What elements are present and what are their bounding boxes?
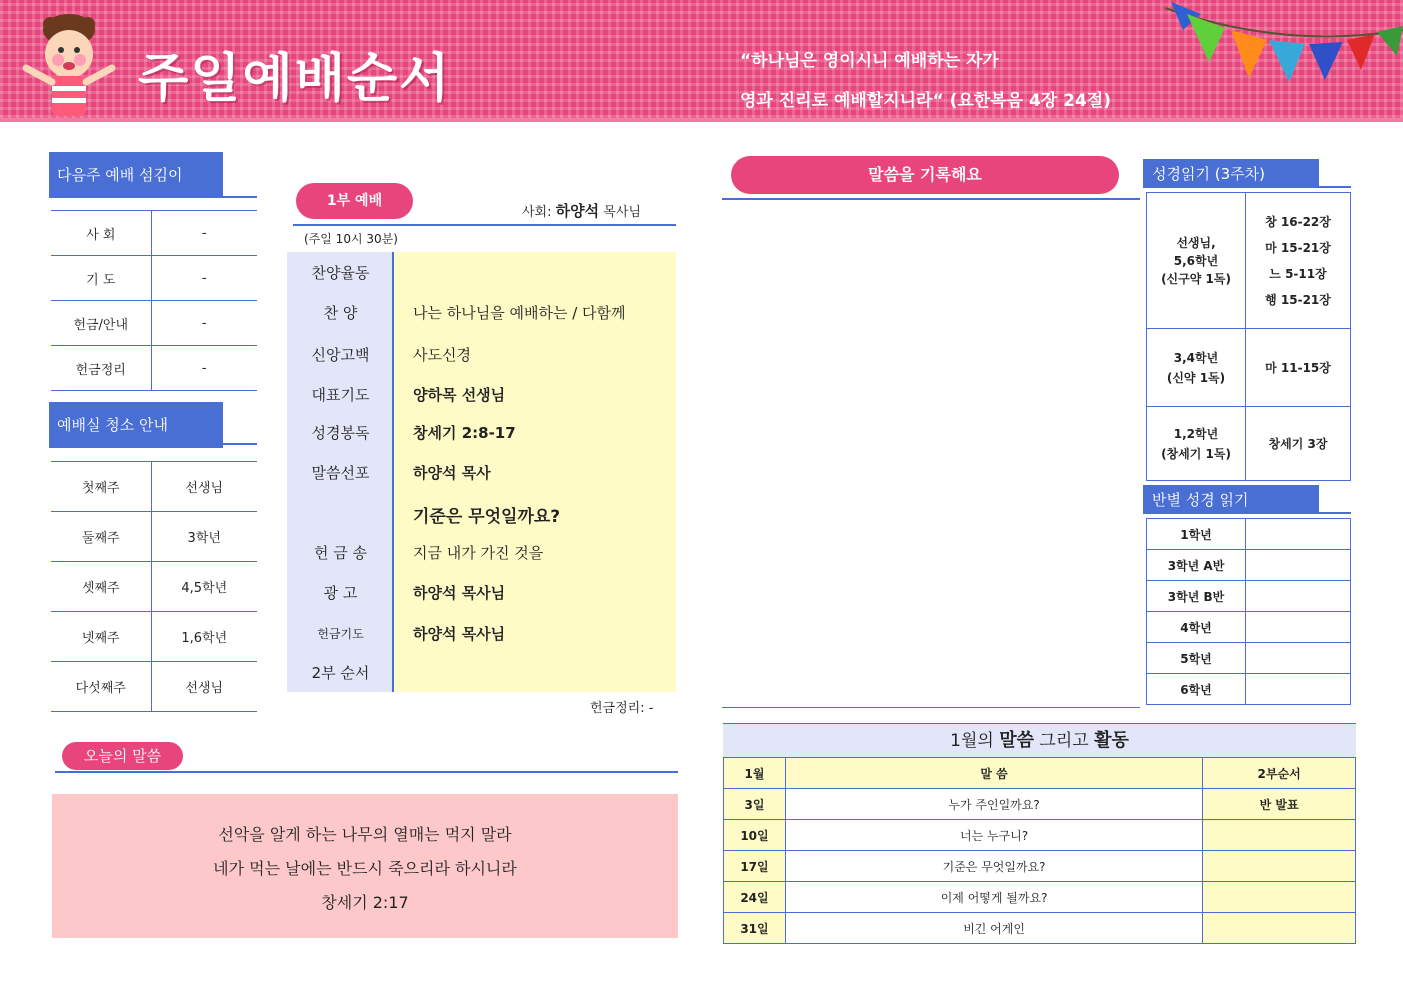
reader-group-line: (신구약 1독) [1161, 271, 1231, 286]
table-row [1147, 581, 1351, 612]
table-row [724, 882, 1356, 913]
name-cell: - [151, 301, 257, 346]
bunting-flags-icon [1165, 0, 1403, 96]
today-word-line-1: 선악을 알게 하는 나무의 열매는 먹지 말라 [218, 825, 512, 844]
class-name-cell: 1학년 [1147, 519, 1246, 550]
date-cell: 24일 [724, 882, 786, 913]
reading-range-cell: 창세기 3장 [1246, 407, 1351, 481]
monthly-table [723, 757, 1356, 944]
monthly-title-and: 그리고 [1039, 731, 1089, 751]
order-label: 신앙고백 [311, 346, 370, 364]
class-reading-cell [1246, 643, 1351, 674]
table-row [51, 612, 257, 662]
date-cell: 17일 [724, 851, 786, 882]
reading-range: 느 5-11장 [1269, 266, 1327, 281]
table-row [51, 662, 257, 712]
word-cell: 비긴 어게인 [785, 913, 1202, 944]
reading-range: 행 15-21장 [1265, 292, 1331, 307]
next-week-servers-table [51, 210, 257, 391]
reading-range-cell: 마 11-15장 [1246, 329, 1351, 407]
service-host [522, 200, 641, 221]
class-reading-cell [1246, 581, 1351, 612]
class-name-cell: 5학년 [1147, 643, 1246, 674]
host-label: 사회: [522, 205, 552, 220]
second-part-cell: 반 발표 [1203, 789, 1356, 820]
table-row [1147, 329, 1351, 407]
role-cell: 헌금/안내 [51, 301, 151, 346]
class-name-cell: 3학년 A반 [1147, 550, 1246, 581]
table-row [1147, 550, 1351, 581]
monthly-title-month: 1월의 [950, 731, 994, 751]
order-label: 광 고 [323, 584, 358, 602]
today-word-line-2: 네가 먹는 날에는 반드시 죽으리라 하시니라 [213, 859, 517, 878]
reader-group-cell [1147, 329, 1246, 407]
child-illustration-icon [14, 8, 124, 120]
date-header: 1월 [724, 758, 786, 789]
assignee-cell: 4,5학년 [151, 562, 257, 612]
reading-range: 창 16-22장 [1265, 214, 1331, 229]
second-part-cell [1203, 851, 1356, 882]
order-value: 하양석 목사 [413, 464, 491, 482]
sermon-notes-area[interactable] [722, 200, 1140, 708]
class-reading-table [1146, 518, 1351, 705]
table-row [51, 462, 257, 512]
divider [1143, 186, 1351, 188]
order-row [287, 572, 676, 612]
order-row [287, 412, 676, 452]
order-label: 헌 금 송 [313, 544, 367, 562]
reader-group-line: 선생님, [1176, 235, 1216, 250]
host-name: 하양석 [555, 202, 600, 220]
class-name-cell: 3학년 B반 [1147, 581, 1246, 612]
order-row [287, 252, 676, 292]
service-label: 1부 예배 [296, 183, 413, 219]
name-cell: - [151, 256, 257, 301]
class-reading-title: 반별 성경 읽기 [1143, 485, 1319, 513]
reader-group-line: (신약 1독) [1166, 370, 1226, 385]
monthly-title-activity: 활동 [1094, 730, 1129, 751]
divider [49, 443, 257, 445]
class-reading-cell [1246, 519, 1351, 550]
order-label: 말씀선포 [311, 464, 370, 482]
class-reading-cell [1246, 612, 1351, 643]
table-row [1147, 519, 1351, 550]
name-cell: - [151, 346, 257, 391]
table-header-row [724, 758, 1356, 789]
order-row [287, 374, 676, 414]
assignee-cell: 1,6학년 [151, 612, 257, 662]
table-row [724, 913, 1356, 944]
date-cell: 31일 [724, 913, 786, 944]
bible-reading-title: 성경읽기 (3주차) [1143, 159, 1319, 187]
order-value: 하양석 목사님 [413, 625, 506, 643]
table-row [1147, 193, 1351, 329]
table-row [724, 789, 1356, 820]
order-value: 지금 내가 가진 것을 [413, 544, 544, 562]
name-cell: - [151, 211, 257, 256]
reading-range: 마 15-21장 [1265, 240, 1331, 255]
table-row [724, 851, 1356, 882]
role-cell: 기 도 [51, 256, 151, 301]
second-part-cell [1203, 820, 1356, 851]
today-word-title: 오늘의 말씀 [62, 742, 183, 770]
next-week-servers-title: 다음주 예배 섬김이 [49, 152, 223, 198]
order-label: 찬 양 [323, 304, 358, 322]
table-row [724, 820, 1356, 851]
class-name-cell: 6학년 [1147, 674, 1246, 705]
order-label: 찬양율동 [311, 264, 370, 282]
offering-note: 헌금정리: - [590, 701, 654, 716]
cleaning-table [51, 461, 257, 712]
word-cell: 기준은 무엇일까요? [785, 851, 1202, 882]
monthly-title-word: 말씀 [999, 730, 1034, 751]
order-row [287, 452, 676, 492]
table-row [1147, 643, 1351, 674]
date-cell: 10일 [724, 820, 786, 851]
week-cell: 셋째주 [51, 562, 151, 612]
date-cell: 3일 [724, 789, 786, 820]
reader-group-line: 5,6학년 [1173, 253, 1219, 268]
week-cell: 첫째주 [51, 462, 151, 512]
today-word-box [52, 794, 678, 938]
role-cell: 헌금정리 [51, 346, 151, 391]
week-cell: 다섯째주 [51, 662, 151, 712]
second-part-cell [1203, 882, 1356, 913]
week-cell: 둘째주 [51, 512, 151, 562]
order-row [287, 492, 676, 532]
second-part-header: 2부순서 [1203, 758, 1356, 789]
page-title: 주일예배순서 [138, 49, 452, 109]
table-row [1147, 407, 1351, 481]
table-row [51, 346, 257, 391]
word-header: 말 씀 [785, 758, 1202, 789]
order-row [287, 292, 676, 332]
service-time: (주일 10시 30분) [304, 232, 398, 246]
order-value: 나는 하나님을 예배하는 / 다함께 [413, 304, 626, 322]
class-reading-cell [1246, 674, 1351, 705]
order-row [287, 532, 676, 572]
order-value: 하양석 목사님 [413, 584, 506, 602]
reader-group-cell [1147, 193, 1246, 329]
header-banner [0, 0, 1403, 122]
header-verse-line-2: 영과 진리로 예배할지니라“ (요한복음 4장 24절) [740, 91, 1111, 111]
order-row [287, 613, 676, 653]
cleaning-guide-title: 예배실 청소 안내 [49, 402, 223, 448]
order-label: 대표기도 [311, 386, 370, 404]
monthly-title [723, 723, 1356, 757]
order-label: 2부 순서 [311, 664, 370, 682]
word-cell: 너는 누구니? [785, 820, 1202, 851]
reader-group-line: (창세기 1독) [1161, 446, 1231, 461]
sermon-notes-title: 말씀을 기록해요 [731, 156, 1119, 194]
sermon-title: 기준은 무엇일까요? [413, 507, 561, 527]
divider [1143, 512, 1351, 514]
class-reading-cell [1246, 550, 1351, 581]
bible-reading-table [1146, 192, 1351, 481]
assignee-cell: 선생님 [151, 462, 257, 512]
word-cell: 이제 어떻게 될까요? [785, 882, 1202, 913]
assignee-cell: 선생님 [151, 662, 257, 712]
role-cell: 사 회 [51, 211, 151, 256]
order-value: 사도신경 [413, 346, 471, 364]
header-verse-line-1: “하나님은 영이시니 예배하는 자가 [740, 51, 999, 71]
divider [49, 196, 257, 198]
order-row [287, 334, 676, 374]
divider [55, 771, 678, 773]
assignee-cell: 3학년 [151, 512, 257, 562]
order-label: 헌금기도 [317, 627, 364, 641]
class-name-cell: 4학년 [1147, 612, 1246, 643]
reader-group-line: 1,2학년 [1173, 426, 1219, 441]
order-value: 양하목 선생님 [413, 386, 506, 404]
table-row [1147, 612, 1351, 643]
divider [293, 224, 676, 226]
table-row [51, 301, 257, 346]
week-cell: 넷째주 [51, 612, 151, 662]
host-title: 목사님 [603, 205, 641, 220]
reader-group-line: 3,4학년 [1173, 350, 1219, 365]
today-word-reference: 창세기 2:17 [321, 893, 409, 912]
order-value: 창세기 2:8-17 [413, 424, 516, 442]
table-row [51, 211, 257, 256]
table-row [51, 512, 257, 562]
reader-group-cell [1147, 407, 1246, 481]
reading-range-cell [1246, 193, 1351, 329]
table-row [51, 256, 257, 301]
table-row [51, 562, 257, 612]
word-cell: 누가 주인일까요? [785, 789, 1202, 820]
second-part-cell [1203, 913, 1356, 944]
order-row [287, 652, 676, 692]
order-label: 성경봉독 [311, 424, 370, 442]
table-row [1147, 674, 1351, 705]
